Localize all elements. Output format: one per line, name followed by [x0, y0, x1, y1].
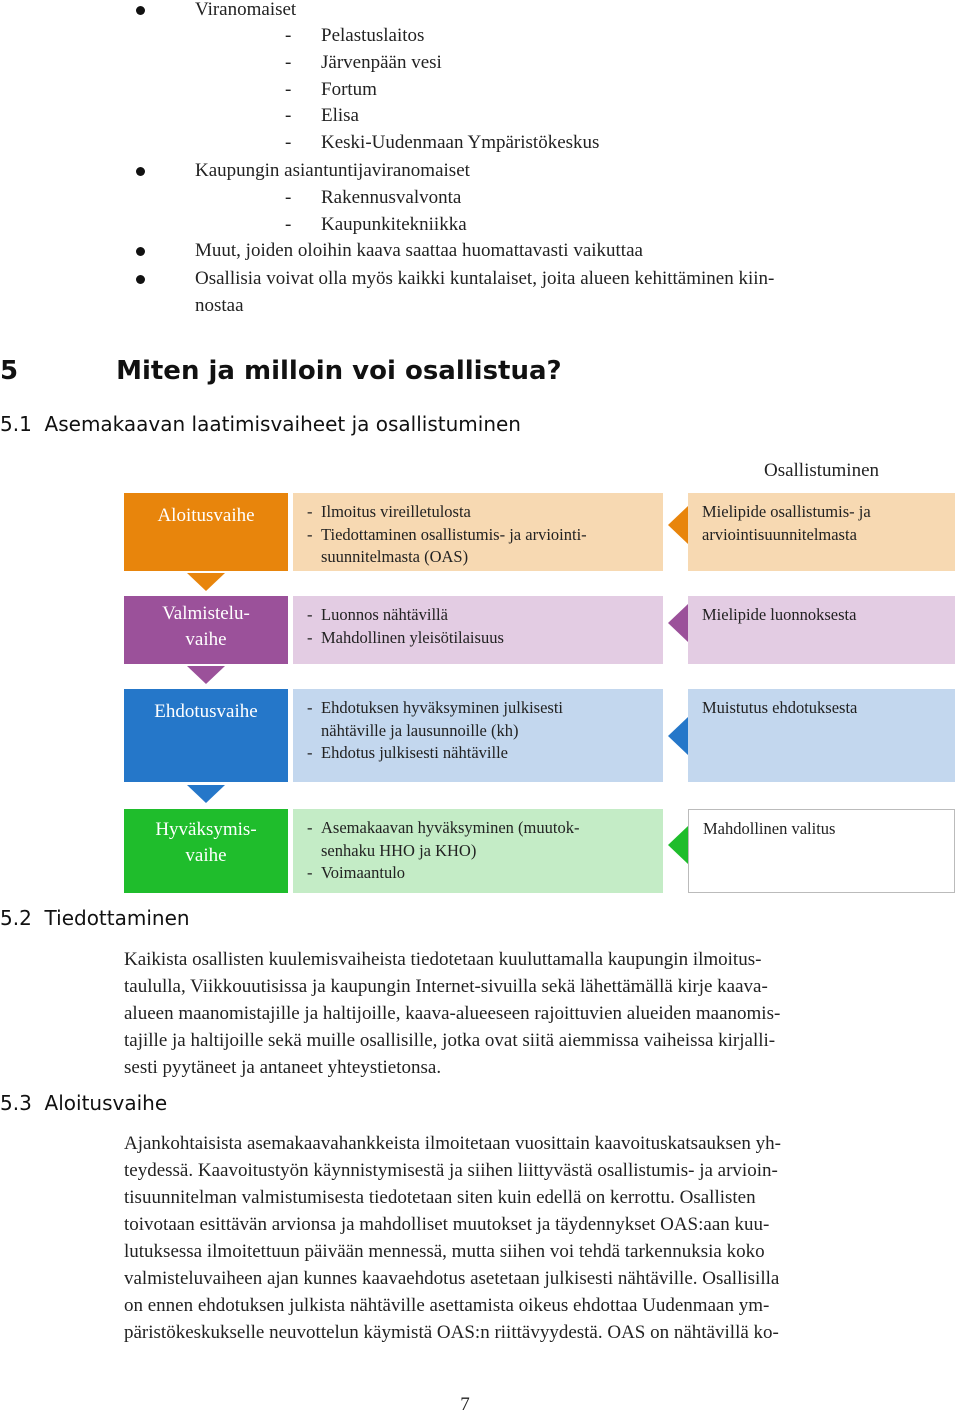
- section-5-2-heading: 5.2 Tiedottaminen: [0, 906, 190, 930]
- page-number: 7: [460, 1394, 470, 1415]
- section-5-3-heading: 5.3 Aloitusvaihe: [0, 1091, 168, 1115]
- arrow-left-icon: [668, 604, 688, 642]
- arrow-down-icon: [187, 573, 225, 591]
- stage-description: - Ilmoitus vireilletulosta - Tiedottaminen osallistumis- ja arviointi- suunnitelmasta (OAS): [293, 493, 663, 571]
- participation-header: Osallistuminen: [763, 460, 880, 481]
- arrow-down-icon: [187, 666, 225, 684]
- stage-label: Hyväksymis-: [155, 819, 257, 840]
- stage-hyvaksymisvaihe: [124, 809, 288, 893]
- sub-item: - Pelastuslaitos: [285, 25, 425, 46]
- section-5-3-paragraph: Ajankohtaisista asemakaavahankkeista ilmoitetaan vuosittain kaavoituskatsauksen yh- teydessä. Kaavoitustyön käynnistymisestä ja siihen liittyvästä osallistumis- ja arvioin- tisuunnitelman valmistumisesta tiedotetaan siten kuin edellä on kerrottu. Osallisten toivotaan esittävän arvionsa ja mahdolliset muutokset ja täydennykset OAS:aan kuu- lutuksessa ilmoitettuun päivään mennessä, mutta siihen voi tehdä tarkennuksia koko valmisteluvaiheen ajan kunnes kaavaehdotus asetetaan julkisesti nähtäville. Osallisilla on ennen ehdotuksen julkista nähtäville asettamista oikeus ehdottaa Uudenmaan ym- päristökeskukselle neuvottelun käymistä OAS:n riittävyydestä. OAS on nähtävillä ko-: [124, 1133, 781, 1343]
- participation-box: Mielipide osallistumis- ja arviointisuunnitelmasta: [688, 493, 955, 571]
- stage-label: Aloitusvaihe: [157, 505, 255, 526]
- sub-item: - Elisa: [285, 105, 359, 126]
- stage-label: Valmistelu-: [162, 603, 250, 624]
- list-item-continuation: nostaa: [195, 295, 244, 316]
- sub-item: - Rakennusvalvonta: [285, 187, 462, 208]
- bullet-icon: [136, 6, 145, 15]
- list-item: Viranomaiset: [195, 0, 297, 20]
- section-5-1-heading: 5.1 Asemakaavan laatimisvaiheet ja osallistuminen: [0, 412, 521, 436]
- arrow-down-icon: [187, 785, 225, 803]
- participation-box: Mahdollinen valitus: [688, 809, 955, 893]
- section-5-2-paragraph: Kaikista osallisten kuulemisvaiheista tiedotetaan kuuluttamalla kaupungin ilmoitus- taululla, Viikkouutisissa ja kaupungin Internet-sivuilla sekä lähettämällä kirje kaava- alueen maanomistajille ja haltijoille, kaava-alueeseen rajoittuvien alueiden maanomis- tajille ja haltijoille sekä muille osallisille, jotka ovat siitä aiemmissa vaiheissa kirjalli- sesti pyytäneet ja antaneet yhteystietonsa.: [124, 949, 781, 1078]
- list-item: Osallisia voivat olla myös kaikki kuntalaiset, joita alueen kehittäminen kiin-: [195, 268, 775, 289]
- participation-box: Mielipide luonnoksesta: [688, 596, 955, 664]
- list-item: Muut, joiden oloihin kaava saattaa huomattavasti vaikuttaa: [195, 240, 643, 261]
- stage-description: - Asemakaavan hyväksyminen (muutok- senhaku HHO ja KHO) - Voimaantulo: [293, 809, 663, 893]
- stage-aloitusvaihe: [124, 493, 288, 571]
- stage-description: - Ehdotuksen hyväksyminen julkisesti nähtäville ja lausunnoille (kh) - Ehdotus julkisesti nähtäville: [293, 689, 663, 782]
- sub-item: - Kaupunkitekniikka: [285, 214, 467, 235]
- arrow-left-icon: [668, 826, 688, 864]
- list-item: Kaupungin asiantuntijaviranomaiset: [195, 160, 470, 181]
- sub-item: - Fortum: [285, 79, 377, 100]
- sub-item: - Järvenpään vesi: [285, 52, 442, 73]
- bullet-icon: [136, 247, 145, 256]
- stage-label: vaihe: [185, 845, 227, 866]
- stage-description: - Luonnos nähtävillä - Mahdollinen yleisötilaisuus: [293, 596, 663, 664]
- arrow-left-icon: [668, 506, 688, 544]
- sub-item: - Keski-Uudenmaan Ympäristökeskus: [285, 132, 600, 153]
- stage-ehdotusvaihe: [124, 689, 288, 782]
- arrow-left-icon: [668, 717, 688, 755]
- stage-label: vaihe: [185, 629, 227, 650]
- section-5-heading: 5 Miten ja milloin voi osallistua?: [0, 356, 562, 386]
- stage-label: Ehdotusvaihe: [154, 701, 258, 722]
- bullet-icon: [136, 167, 145, 176]
- stage-valmisteluvaihe: [124, 596, 288, 664]
- participation-box: Muistutus ehdotuksesta: [688, 689, 955, 782]
- bullet-icon: [136, 275, 145, 284]
